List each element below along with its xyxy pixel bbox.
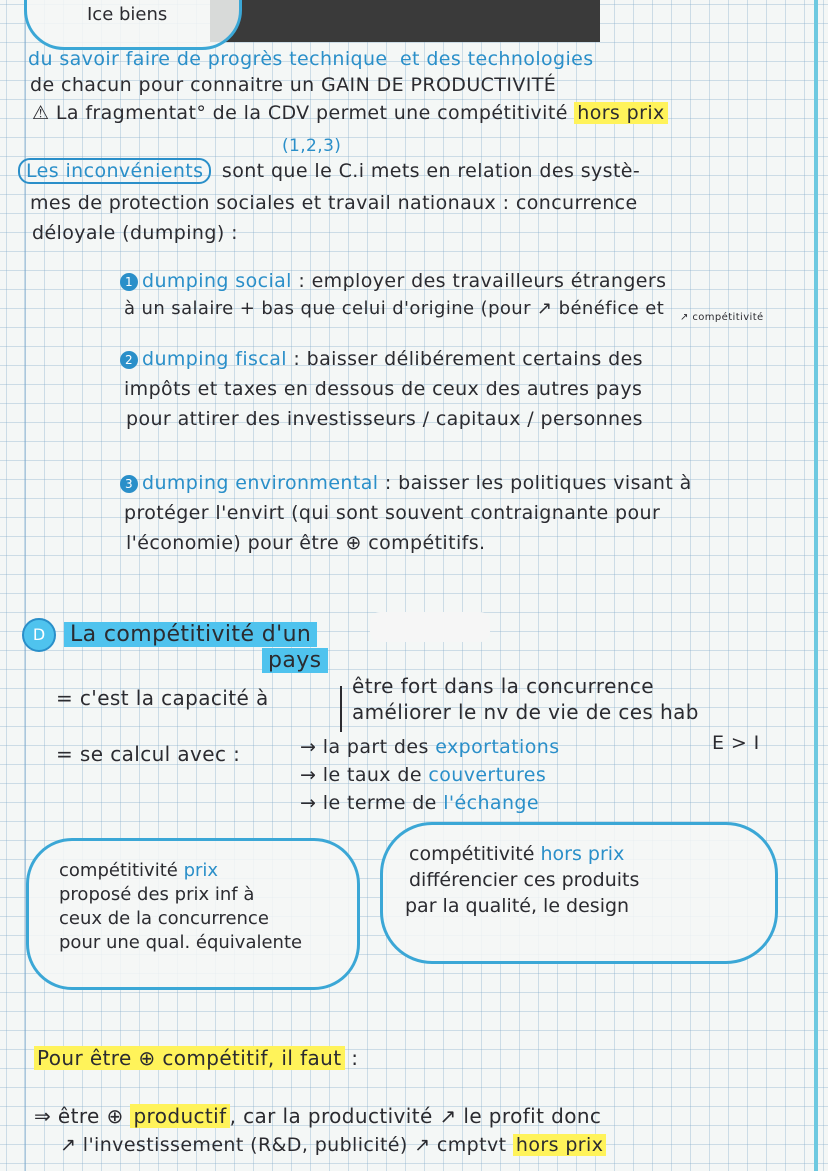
dumping-fiscal-line-2: impôts et taxes en dessous de ceux des autres pays — [124, 378, 643, 400]
bubble-left-title: compétitivité prix — [59, 860, 219, 881]
calc-keyword: couvertures — [428, 764, 547, 786]
calc-keyword: l'échange — [443, 792, 539, 814]
refs-note: (1,2,3) — [282, 136, 342, 156]
inconvenients-line-2: mes de protection sociales et travail nationaux : concurrence — [30, 192, 638, 214]
dumping-social-line-1: 1 dumping social : employer des travailleurs étrangers — [120, 270, 666, 292]
top-line-3: ⚠ La fragmentat° de la CDV permet une compétitivité hors prix — [32, 102, 668, 124]
bottom-heading: Pour être ⊕ compétitif, il faut : — [34, 1046, 358, 1070]
inconvenients-line-1: Les inconvénients sont que le C.i mets en relation des systè- — [18, 160, 640, 182]
section-title-line-1: La compétitivité d'un — [64, 622, 317, 647]
competitivite-hors-prix-bubble — [380, 822, 778, 964]
number-2-icon: 2 — [120, 351, 138, 369]
definition-eq1: = c'est la capacité à — [56, 686, 269, 710]
number-3-icon: 3 — [120, 475, 138, 493]
dumping-env-line-3: l'économie) pour être ⊕ compétitifs. — [126, 532, 486, 554]
top-line-1: du savoir faire de progrès technique et des technologies — [28, 48, 594, 70]
section-number-icon: D — [22, 618, 56, 652]
bubble-left-line-2: ceux de la concurrence — [59, 908, 269, 929]
inconvenients-label: Les inconvénients — [18, 158, 211, 184]
bottom-line-2: ↗ l'investissement (R&D, publicité) ↗ cmptvt hors prix — [60, 1134, 606, 1156]
brace-line — [340, 686, 342, 732]
calc-keyword: exportations — [435, 736, 560, 758]
calc-item-1: → la part des exportations — [300, 736, 560, 758]
dumping-env-line-1: 3 dumping environmental : baisser les politiques visant à — [120, 472, 692, 494]
definition-note: E > I — [712, 732, 760, 754]
definition-eq1-b: être fort dans la concurrence — [352, 674, 654, 698]
bubble-left-line-1: proposé des prix inf à — [59, 884, 255, 905]
dumping-social-line-2: à un salaire + bas que celui d'origine (pour ↗ bénéfice et — [124, 298, 665, 319]
dumping-fiscal-line-3: pour attirer des investisseurs / capitaux / personnes — [126, 408, 643, 430]
top-line-2: de chacun pour connaitre un GAIN DE PRODUCTIVITÉ — [30, 74, 557, 96]
definition-eq1-c: améliorer le nv de vie de ces hab — [352, 700, 699, 724]
dumping-fiscal-line-1: 2 dumping fiscal : baisser délibérement certains des — [120, 348, 643, 370]
bottom-line-1: ⇒ être ⊕ productif , car la productivité ↗ le profit donc — [34, 1104, 602, 1128]
section-title-line-2: pays — [262, 648, 328, 673]
dumping-env-line-2: protéger l'envirt (qui sont souvent contraignante pour — [124, 502, 661, 524]
right-margin-line — [814, 0, 818, 1171]
bubble-right-title: compétitivité hors prix — [409, 843, 625, 865]
competitivite-prix-bubble — [26, 838, 360, 990]
dark-paper-strip — [210, 0, 600, 42]
top-cloud-bubble — [24, 0, 242, 50]
calc-item-3: → le terme de l'échange — [300, 792, 539, 814]
cloud-text: Ice biens — [87, 4, 168, 25]
inconvenients-line-3: déloyale (dumping) : — [32, 222, 238, 244]
bubble-right-line-2: par la qualité, le design — [405, 895, 630, 917]
number-1-icon: 1 — [120, 273, 138, 291]
definition-eq2: = se calcul avec : — [56, 742, 241, 766]
dumping-social-note: ↗ compétitivité — [680, 312, 764, 323]
calc-item-2: → le taux de couvertures — [300, 764, 547, 786]
bubble-left-line-3: pour une qual. équivalente — [59, 932, 303, 953]
whiteout-patch — [370, 612, 490, 642]
bubble-right-line-1: différencier ces produits — [409, 869, 640, 891]
